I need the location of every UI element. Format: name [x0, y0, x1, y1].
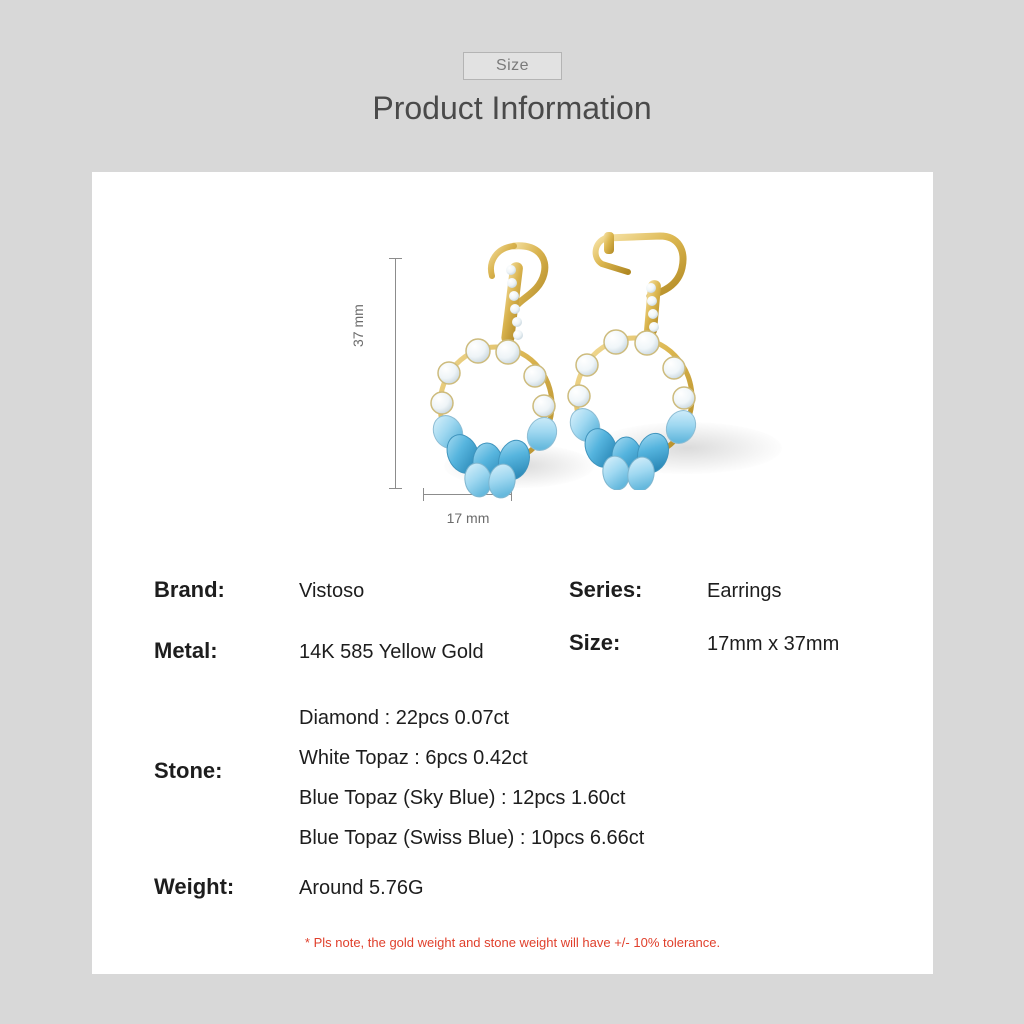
height-dimension-cap-bottom — [389, 488, 402, 489]
size-chip — [463, 52, 562, 80]
specification-table — [92, 562, 933, 974]
earring-left-illustration — [422, 240, 572, 500]
spec-label-size: Size: — [569, 630, 621, 655]
width-dimension-label: 17 mm — [446, 510, 490, 526]
size-chip-label: Size — [495, 57, 530, 74]
height-dimension-label: 37 mm — [350, 304, 366, 347]
tolerance-note: * Pls note, the gold weight and stone weight will have +/- 10% tolerance. — [304, 935, 721, 950]
info-card — [92, 172, 933, 974]
stone-line: Blue Topaz (Swiss Blue) : 10pcs 6.66ct — [299, 827, 645, 849]
spec-value-brand: Vistoso — [299, 580, 365, 602]
spec-label-brand: Brand: — [154, 577, 225, 602]
stone-line: White Topaz : 6pcs 0.42ct — [299, 747, 528, 769]
height-dimension-cap-top — [389, 258, 402, 259]
page-title: Product Information — [372, 90, 652, 126]
spec-value-metal: 14K 585 Yellow Gold — [299, 641, 484, 663]
stone-line: Blue Topaz (Sky Blue) : 12pcs 1.60ct — [299, 787, 626, 809]
spec-value-series: Earrings — [707, 580, 782, 602]
spec-value-size: 17mm x 37mm — [707, 633, 840, 655]
spec-value-weight: Around 5.76G — [299, 877, 424, 899]
spec-label-metal: Metal: — [154, 638, 218, 663]
spec-label-weight: Weight: — [154, 874, 235, 899]
height-dimension-line — [395, 258, 396, 488]
spec-label-series: Series: — [569, 577, 643, 602]
earring-right-illustration — [554, 220, 714, 490]
spec-label-stone: Stone: — [154, 758, 223, 783]
stone-line: Diamond : 22pcs 0.07ct — [299, 707, 510, 729]
product-image-region — [92, 172, 933, 562]
